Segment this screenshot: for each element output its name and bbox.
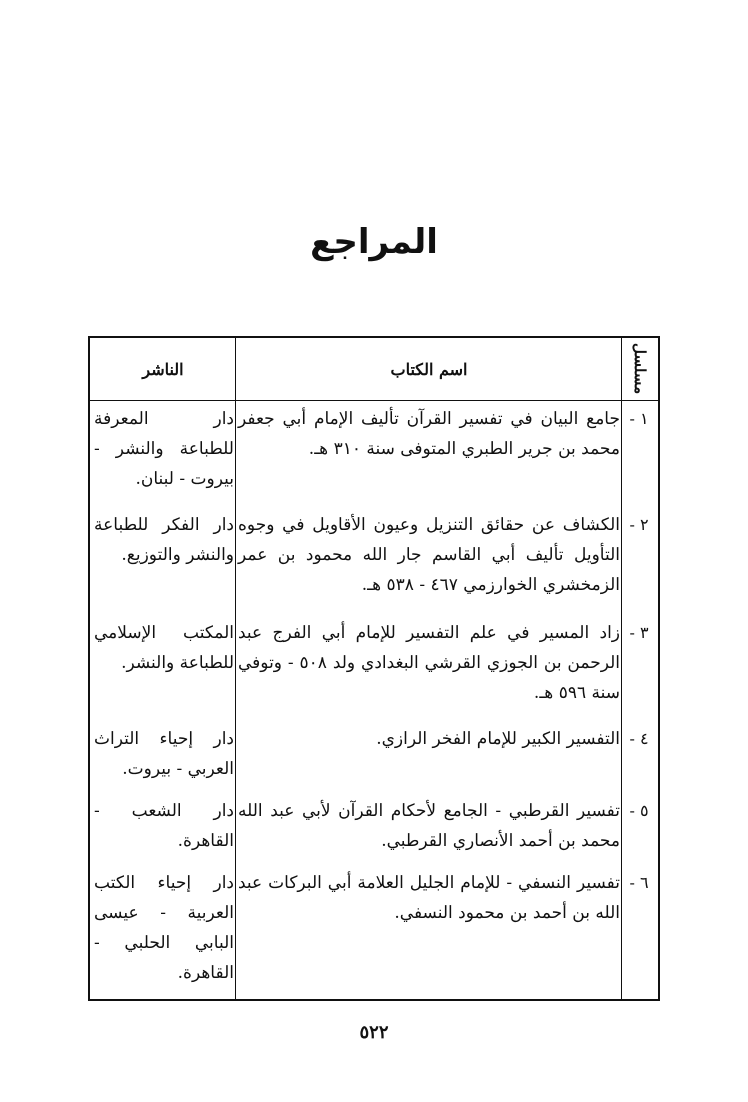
row-number: ٣ -: [629, 623, 649, 642]
row-number: ١ -: [629, 409, 649, 428]
book-title: الكشاف عن حقائق التنزيل وعيون الأقاويل في وجوه التأويل تأليف أبي القاسم جار الله محمود بن عمر الزمخشري الخوارزمي ٤٦٧ - ٥٣٨ هـ.: [238, 515, 620, 595]
page-number: ٥٢٢: [359, 1022, 389, 1043]
book-title: زاد المسير في علم التفسير للإمام أبي الفرج عبد الرحمن بن الجوزي القرشي البغدادي ولد ٥٠٨ - وتوفي سنة ٥٩٦ هـ.: [238, 623, 620, 703]
publisher-column-divider: [235, 338, 236, 999]
book-title: تفسير النسفي - للإمام الجليل العلامة أبي البركات عبد الله بن أحمد بن محمود النسفي.: [238, 873, 620, 923]
publisher: دار إحياء التراث العربي - بيروت.: [94, 729, 234, 779]
row-number: ٥ -: [629, 801, 649, 820]
book-title: تفسير القرطبي - الجامع لأحكام القرآن لأبي عبد الله محمد بن أحمد الأنصاري القرطبي.: [238, 801, 620, 851]
header-publisher: الناشر: [142, 359, 184, 379]
book-title: جامع البيان في تفسير القرآن تأليف الإمام أبي جعفر محمد بن جرير الطبري المتوفى سنة ٣١٠ هـ.: [238, 409, 620, 459]
publisher: المكتب الإسلامي للطباعة والنشر.: [94, 623, 234, 673]
publisher: دار المعرفة للطباعة والنشر - بيروت - لبنان.: [94, 409, 234, 489]
publisher: دار إحياء الكتب العربية - عيسى البابي الحلبي - القاهرة.: [94, 873, 234, 983]
row-number: ٢ -: [629, 515, 649, 534]
references-table: [88, 336, 660, 1001]
page-title: المراجع: [310, 222, 438, 262]
header-serial: مسلسل: [631, 343, 649, 395]
publisher: دار الفكر للطباعة والنشر والتوزيع.: [94, 515, 234, 565]
header-divider: [90, 400, 658, 401]
publisher: دار الشعب - القاهرة.: [94, 801, 234, 851]
serial-column-divider: [621, 338, 622, 999]
row-number: ٦ -: [629, 873, 649, 892]
book-title: التفسير الكبير للإمام الفخر الرازي.: [376, 729, 620, 749]
row-number: ٤ -: [629, 729, 649, 748]
header-book: اسم الكتاب: [390, 359, 468, 379]
